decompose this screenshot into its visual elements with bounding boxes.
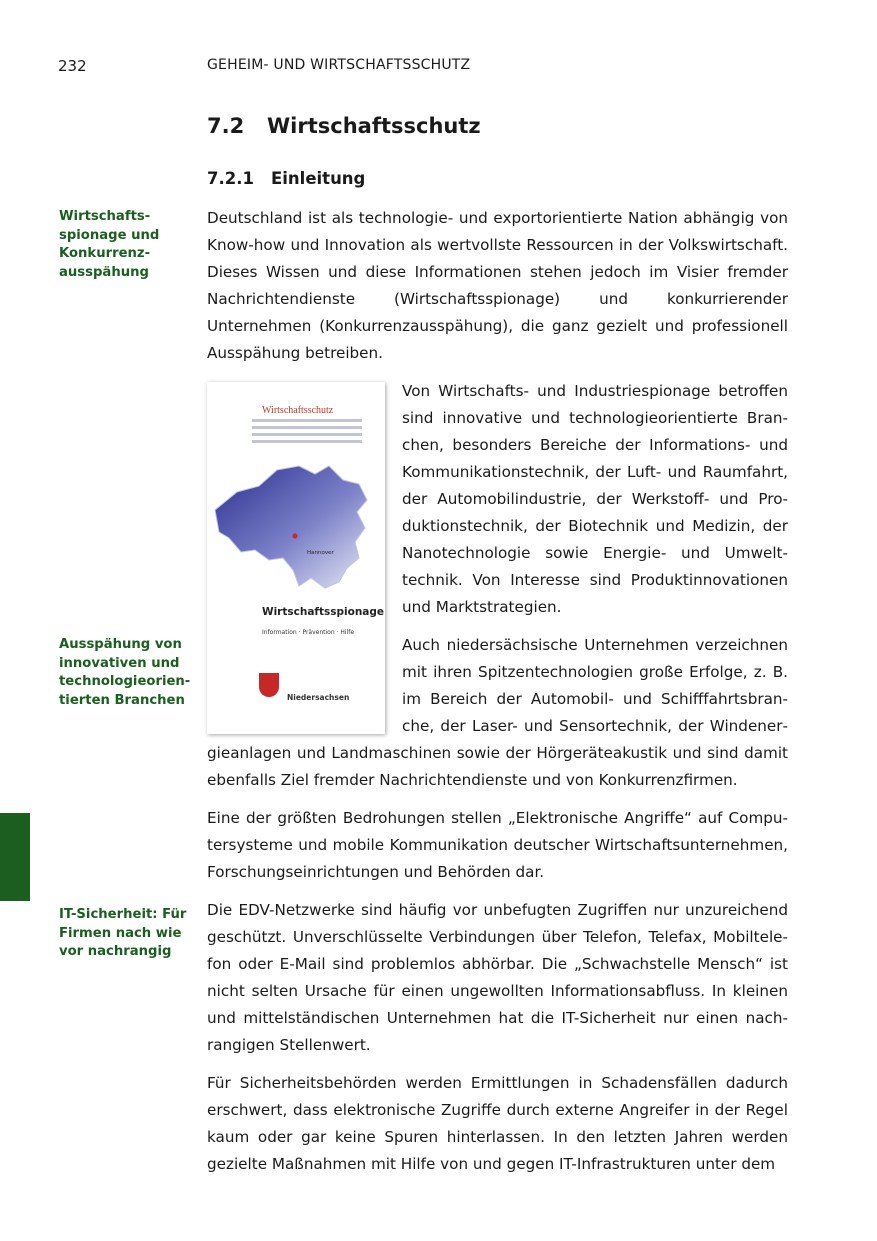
flyer-title: Wirtschaftsschutz	[262, 405, 334, 416]
subsection-title: Einleitung	[271, 169, 366, 188]
chapter-tab	[0, 813, 30, 901]
paragraph-lower-saxony: Auch niedersächsische Unternehmen verzeichnen mit ihren Spitzentechnologien große Erfolge, z. B. im Bereich der Automobil- und Schifffahrtsbranche, der Laser- und Sensortechnik, der Windenergieanlagen und Landmaschinen sowie der Hörgeräteakustik und sind damit ebenfalls Ziel fremder Nachrichtendienste und von Konkurrenzfirmen.	[207, 636, 788, 789]
paragraph-affected-branches: Von Wirtschafts- und Industriespionage betroffen sind innovative und technologieorientierte Branchen, besonders Bereiche der Informations- und Kommunikationstechnik, der Luft- und Raumfahrt, der Automobilindustrie, der Werkstoff- und Produktionstechnik, der Biotechnik und Medizin, der Nanotechnologie sowie Energie- und Umwelttechnik. Von Interesse sind Produktinnovationen und Marktstrategien.	[402, 382, 788, 616]
margin-note-espionage: Wirtschafts- spionage und Konkurrenz- ausspähung	[59, 209, 160, 280]
section-heading	[207, 114, 481, 138]
paragraph-edv-networks: Die EDV-Netzwerke sind häufig vor unbefugten Zugriffen nur unzureichend geschützt. Unverschlüsselte Verbindungen über Telefon, Telefax, Mobiltelefon oder E-Mail sind problemlos abhörbar. Die „Schwachstelle Mensch“ ist nicht selten Ursache für einen ungewollten Informationsabfluss. In kleinen und mittelständischen Unternehmen hat die IT-Sicherheit nur einen nachrangigen Stellenwert.	[207, 901, 788, 1054]
subsection-heading	[207, 169, 365, 188]
paragraph-security-authorities: Für Sicherheitsbehörden werden Ermittlungen in Schadensfällen dadurch erschwert, dass elektronische Zugriffe durch externe Angreifer in der Regel kaum oder gar keine Spuren hinterlassen. In den letzten Jahren werden gezielte Maßnahmen mit Hilfe von und gegen IT-Infrastrukturen unter dem	[207, 1074, 788, 1173]
running-head: GEHEIM- UND WIRTSCHAFTSSCHUTZ	[207, 57, 471, 73]
flyer-subline: Information · Prävention · Hilfe	[262, 629, 355, 636]
flyer-city-label: Hannover	[307, 550, 334, 556]
margin-note-it-security: IT-Sicherheit: Für Firmen nach wie vor nachrangig	[59, 907, 187, 959]
flyer-logo-text: Niedersachsen	[287, 693, 350, 702]
page-number: 232	[58, 57, 87, 75]
paragraph-electronic-attacks: Eine der größten Bedrohungen stellen „Elektronische Angriffe“ auf Computersysteme und mobile Kommunikation deutscher Wirtschaftsunternehmen, Forschungseinrichtungen und Behörden dar.	[207, 809, 788, 881]
flyer-image	[207, 382, 385, 734]
flyer-heading: Wirtschaftsspionage	[262, 606, 385, 618]
body-text	[207, 205, 788, 1189]
section-number: 7.2	[207, 114, 245, 138]
subsection-number: 7.2.1	[207, 169, 254, 188]
paragraph-intro: Deutschland ist als technologie- und exportorientierte Nation abhängig von Know-how und Innovation als wertvollste Ressourcen in der Volkswirtschaft. Dieses Wissen und diese Informationen stehen jedoch im Visier fremder Nachrichtendienste (Wirtschaftsspionage) und konkurrierender Unternehmen (Konkurrenzausspähung), die ganz gezielt und professionell Ausspähung betreiben.	[207, 209, 788, 362]
margin-note-branches: Ausspähung von innovativen und technologieorien- tierten Branchen	[59, 637, 191, 708]
niedersachsen-crest-icon	[259, 673, 279, 697]
flyer-subtitle-lines	[252, 415, 362, 447]
section-title: Wirtschaftsschutz	[267, 114, 481, 138]
